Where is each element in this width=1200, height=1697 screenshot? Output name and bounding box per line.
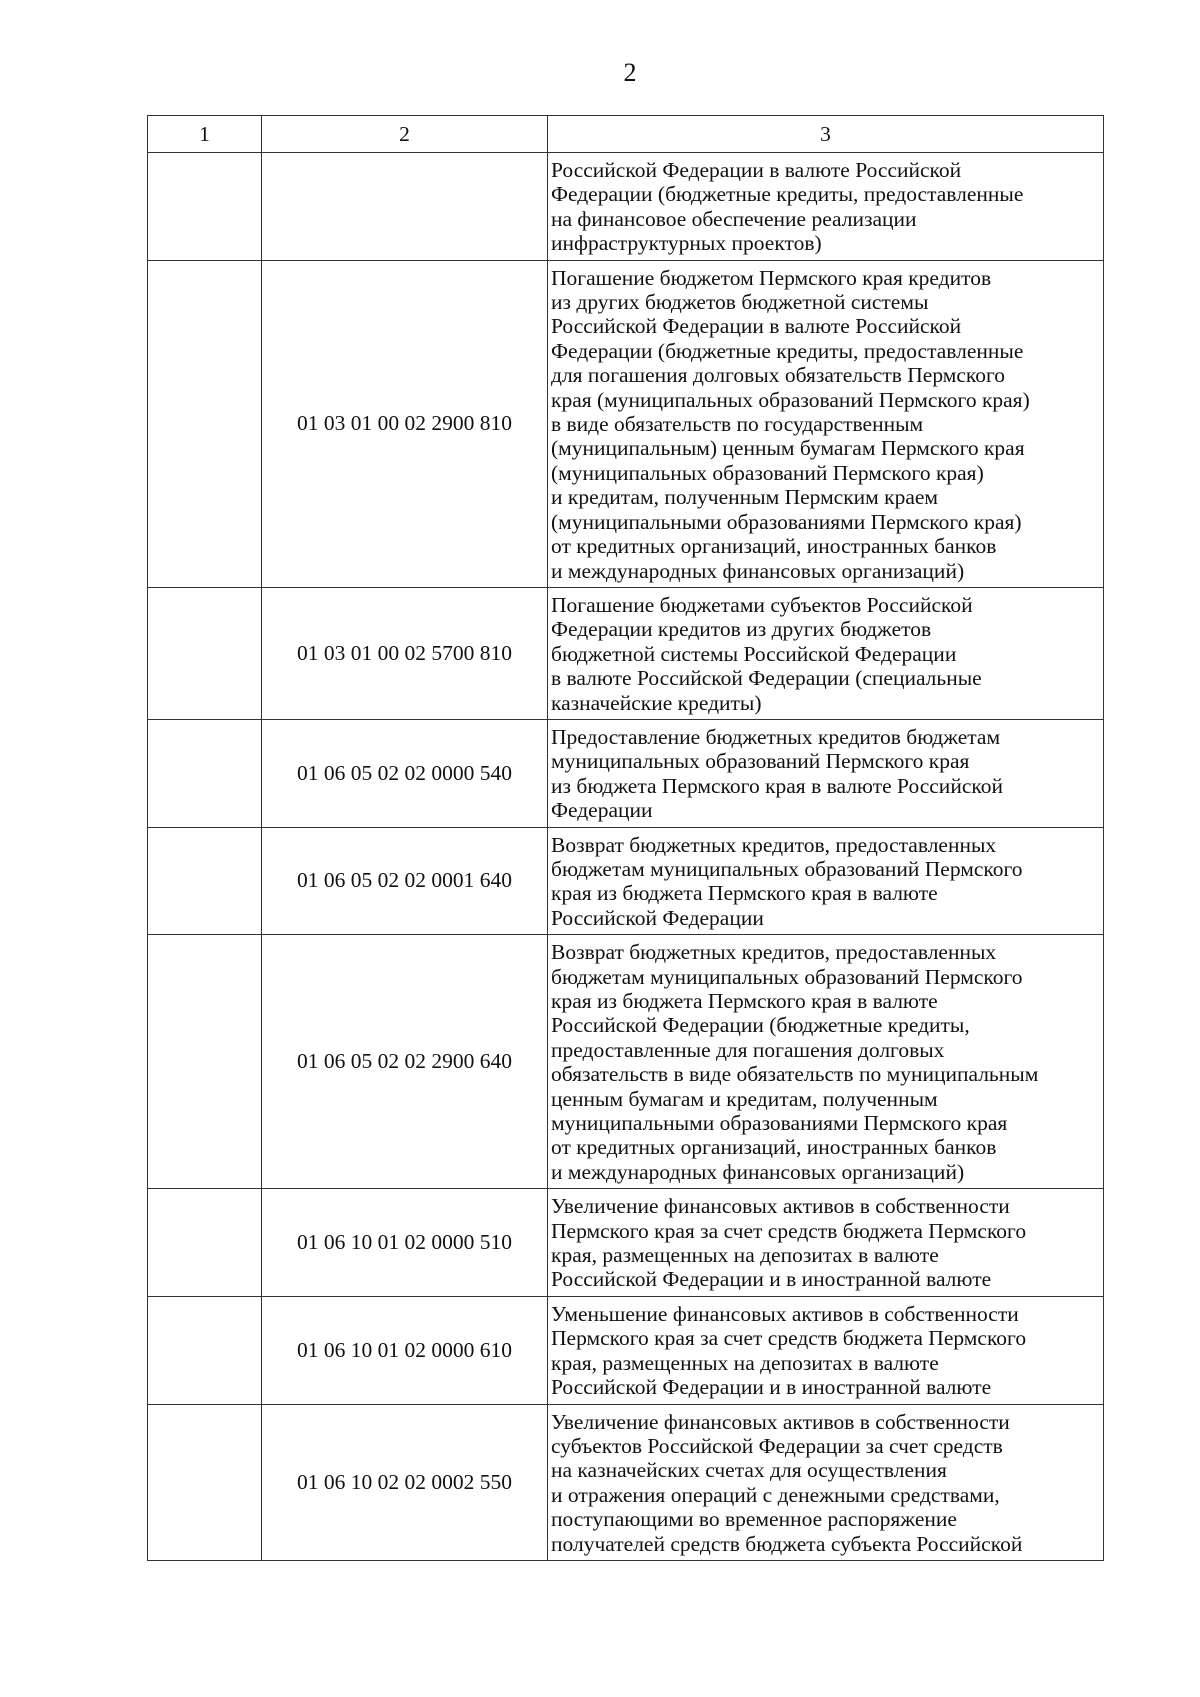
table-row	[148, 153, 1104, 261]
column-header-3: 3	[548, 116, 1104, 153]
budget-codes-table	[147, 115, 1104, 1561]
description-cell: Возврат бюджетных кредитов, предоставленных бюджетам муниципальных образований Пермского края из бюджета Пермского края в валюте Российской Федерации (бюджетные кредиты, предоставленные для погашения долговых обязательств в виде обязательств по муниципальным ценным бумагам и кредитам, полученным муниципальными образованиями Пермского края от кредитных организаций, иностранных банков и международных финансовых организаций)	[548, 935, 1104, 1189]
table-header-row	[148, 116, 1104, 153]
budget-code-cell: 01 03 01 00 02 2900 810	[262, 260, 548, 587]
row-number-cell	[148, 1404, 262, 1560]
table-row	[148, 1189, 1104, 1297]
budget-code-cell	[262, 153, 548, 261]
description-cell: Предоставление бюджетных кредитов бюджетам муниципальных образований Пермского края из бюджета Пермского края в валюте Российской Федерации	[548, 719, 1104, 827]
budget-code-cell: 01 06 05 02 02 2900 640	[262, 935, 548, 1189]
table-row	[148, 719, 1104, 827]
description-cell: Увеличение финансовых активов в собственности Пермского края за счет средств бюджета Пермского края, размещенных на депозитах в валюте Российской Федерации и в иностранной валюте	[548, 1189, 1104, 1297]
column-header-2: 2	[262, 116, 548, 153]
budget-code-cell: 01 06 10 01 02 0000 510	[262, 1189, 548, 1297]
budget-code-cell: 01 06 05 02 02 0001 640	[262, 827, 548, 935]
description-cell: Российской Федерации в валюте Российской Федерации (бюджетные кредиты, предоставленные на финансовое обеспечение реализации инфраструктурных проектов)	[548, 153, 1104, 261]
description-cell: Уменьшение финансовых активов в собственности Пермского края за счет средств бюджета Пермского края, размещенных на депозитах в валюте Российской Федерации и в иностранной валюте	[548, 1296, 1104, 1404]
row-number-cell	[148, 260, 262, 587]
description-cell: Увеличение финансовых активов в собственности субъектов Российской Федерации за счет средств на казначейских счетах для осуществления и отражения операций с денежными средствами, поступающими во временное распоряжение получателей средств бюджета субъекта Российской	[548, 1404, 1104, 1560]
description-cell: Погашение бюджетами субъектов Российской Федерации кредитов из других бюджетов бюджетной системы Российской Федерации в валюте Российской Федерации (специальные казначейские кредиты)	[548, 587, 1104, 719]
row-number-cell	[148, 1189, 262, 1297]
table-row	[148, 587, 1104, 719]
budget-code-cell: 01 03 01 00 02 5700 810	[262, 587, 548, 719]
row-number-cell	[148, 827, 262, 935]
table-row	[148, 260, 1104, 587]
row-number-cell	[148, 587, 262, 719]
row-number-cell	[148, 935, 262, 1189]
row-number-cell	[148, 153, 262, 261]
budget-code-cell: 01 06 10 01 02 0000 610	[262, 1296, 548, 1404]
column-header-1: 1	[148, 116, 262, 153]
table-row	[148, 1296, 1104, 1404]
row-number-cell	[148, 719, 262, 827]
row-number-cell	[148, 1296, 262, 1404]
description-cell: Погашение бюджетом Пермского края кредитов из других бюджетов бюджетной системы Российской Федерации в валюте Российской Федерации (бюджетные кредиты, предоставленные для погашения долговых обязательств Пермского края (муниципальных образований Пермского края) в виде обязательств по государственным (муниципальным) ценным бумагам Пермского края (муниципальных образований Пермского края) и кредитам, полученным Пермским краем (муниципальными образованиями Пермского края) от кредитных организаций, иностранных банков и международных финансовых организаций)	[548, 260, 1104, 587]
budget-code-cell: 01 06 10 02 02 0002 550	[262, 1404, 548, 1560]
description-cell: Возврат бюджетных кредитов, предоставленных бюджетам муниципальных образований Пермского края из бюджета Пермского края в валюте Российской Федерации	[548, 827, 1104, 935]
table-row	[148, 1404, 1104, 1560]
table-row	[148, 827, 1104, 935]
page-number: 2	[623, 58, 637, 87]
budget-code-cell: 01 06 05 02 02 0000 540	[262, 719, 548, 827]
table-row	[148, 935, 1104, 1189]
